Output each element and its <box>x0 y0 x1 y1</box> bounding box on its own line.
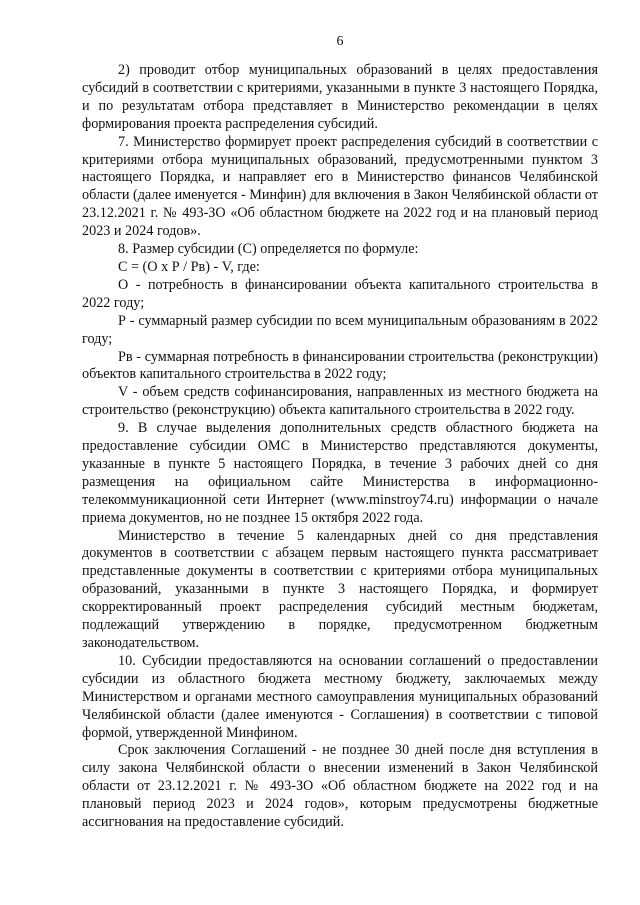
document-body <box>82 62 598 832</box>
paragraph-10-part-2: Срок заключения Соглашений - не позднее 30 дней после дня вступления в силу закона Челябинской области о внесении изменений в Закон Челябинской области от 23.12.2021 г. № 493-ЗО «Об областном бюджете на 2022 год и на плановый период 2023 и 2024 годов», которым предусмотрены бюджетные ассигнования на предоставление субсидий. <box>82 742 598 831</box>
paragraph-9-part-2: Министерство в течение 5 календарных дней со дня представления документов в соответствии с абзацем первым настоящего пункта рассматривает представленные документы в соответствии с критериями отбора муниципальных образований, указанными в пункте 3 настоящего Порядка, и формирует скорректированный проект распределения субсидий местным бюджетам, подлежащий утверждению в порядке, предусмотренном бюджетным законодательством. <box>82 527 598 651</box>
formula-term-o: О - потребность в финансировании объекта капитального строительства в 2022 году; <box>82 276 598 311</box>
paragraph-6-2: 2) проводит отбор муниципальных образований в целях предоставления субсидий в соответствии с критериями, указанными в пункте 3 настоящего Порядка, и по результатам отбора представляет в Министерство рекомендации в целях формирования проекта распределения субсидий. <box>82 62 598 132</box>
paragraph-7: 7. Министерство формирует проект распределения субсидий в соответствии с критериями отбора муниципальных образований, предусмотренными пунктом 3 настоящего Порядка, и направляет его в Министерство финансов Челябинской области (далее именуется - Минфин) для включения в Закон Челябинской области от 23.12.2021 г. № 493-ЗО «Об областном бюджете на 2022 год и на плановый период 2023 и 2024 годов». <box>82 133 598 240</box>
paragraph-8: 8. Размер субсидии (С) определяется по формуле: <box>118 241 419 258</box>
subsidy-formula: С = (О х Р / Рв) - V, где: <box>118 258 260 275</box>
formula-term-pv: Рв - суммарная потребность в финансировании строительства (реконструкции) объектов капитального строительства в 2022 году; <box>82 348 598 383</box>
paragraph-9: 9. В случае выделения дополнительных средств областного бюджета на предоставление субсидии ОМС в Министерство представляются документы, указанные в пункте 5 настоящего Порядка, в течение 3 рабочих дней со дня размещения на официальном сайте Министерства в информационно-телекоммуникационной сети Интернет (www.minstroy74.ru) информации о начале приема документов, но не позднее 15 октября 2022 года. <box>82 420 598 526</box>
formula-term-p: Р - суммарный размер субсидии по всем муниципальным образованиям в 2022 году; <box>82 312 598 347</box>
page-number: 6 <box>336 34 344 49</box>
formula-term-v: V - объем средств софинансирования, направленных из местного бюджета на строительство (реконструкцию) объекта капитального строительства в 2022 году. <box>82 384 598 419</box>
paragraph-10: 10. Субсидии предоставляются на основании соглашений о предоставлении субсидии из областного бюджета местному бюджету, заключаемых между Министерством и органами местного самоуправления муниципальных образований Челябинской области (далее именуются - Соглашения) в соответствии с типовой формой, утвержденной Минфином. <box>82 652 598 741</box>
